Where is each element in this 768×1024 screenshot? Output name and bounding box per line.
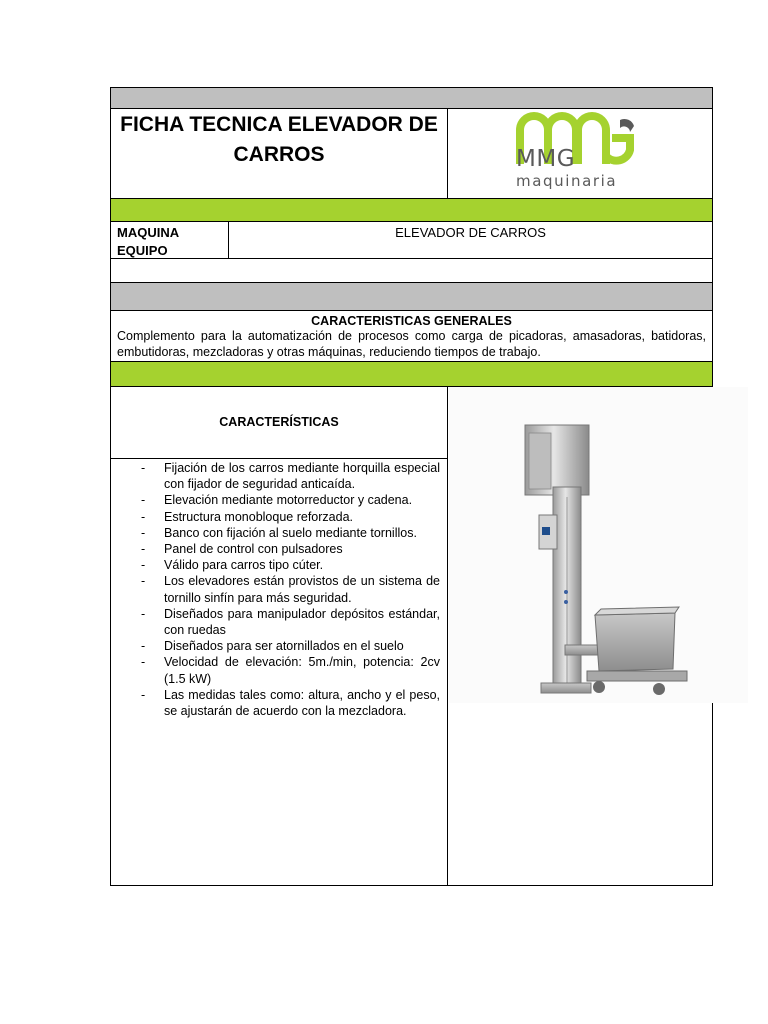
list-item: - Velocidad de elevación: 5m./min, potencia: 2cv (1.5 kW) [111, 654, 447, 686]
general-text: Complemento para la automatización de procesos como carga de picadoras, amasadoras, batidoras, embutidoras, mezcladoras y otras máquinas, reduciendo tiempos de trabajo. [117, 329, 706, 359]
green-band-1 [111, 199, 712, 222]
logo-subtitle: maquinaria [516, 172, 618, 190]
product-image [449, 387, 748, 703]
machine-value: ELEVADOR DE CARROS [395, 225, 546, 240]
logo-cell [448, 109, 712, 198]
top-gray-band [111, 88, 712, 109]
list-item: - Banco con fijación al suelo mediante tornillos. [111, 525, 447, 541]
gray-band-2 [111, 283, 712, 311]
general-section [111, 311, 712, 362]
general-heading: CARACTERISTICAS GENERALES [311, 314, 512, 328]
green-band-2 [111, 362, 712, 387]
list-item: - Estructura monobloque reforzada. [111, 509, 447, 525]
title-row [111, 109, 712, 199]
machine-label-cell [111, 222, 229, 258]
mmg-logo [516, 110, 638, 194]
elevator-machine-icon [449, 387, 748, 703]
list-item: - Válido para carros tipo cúter. [111, 557, 447, 573]
list-item: - Diseñados para manipulador depósitos estándar, con ruedas [111, 606, 447, 638]
list-item: - Los elevadores están provistos de un sistema de tornillo sinfín para más seguridad. [111, 573, 447, 605]
logo-brand: MMG [516, 146, 576, 172]
machine-row [111, 222, 712, 259]
features-heading: CARACTERÍSTICAS [219, 415, 339, 429]
features-heading-cell [111, 387, 447, 459]
features-list [111, 459, 447, 719]
list-item: - Diseñados para ser atornillados en el suelo [111, 638, 447, 654]
machine-value-cell [229, 222, 712, 258]
features-column [111, 387, 448, 885]
title-cell [111, 109, 448, 198]
list-item: - Panel de control con pulsadores [111, 541, 447, 557]
list-item: - Las medidas tales como: altura, ancho y el peso, se ajustarán de acuerdo con la mezcladora. [111, 687, 447, 719]
empty-row [111, 259, 712, 283]
list-item: - Elevación mediante motorreductor y cadena. [111, 492, 447, 508]
page-title: FICHA TECNICA ELEVADOR DE CARROS [120, 113, 438, 166]
machine-label: MAQUINA EQUIPO [117, 225, 179, 258]
list-item: - Fijación de los carros mediante horquilla especial con fijador de seguridad anticaída. [111, 460, 447, 492]
